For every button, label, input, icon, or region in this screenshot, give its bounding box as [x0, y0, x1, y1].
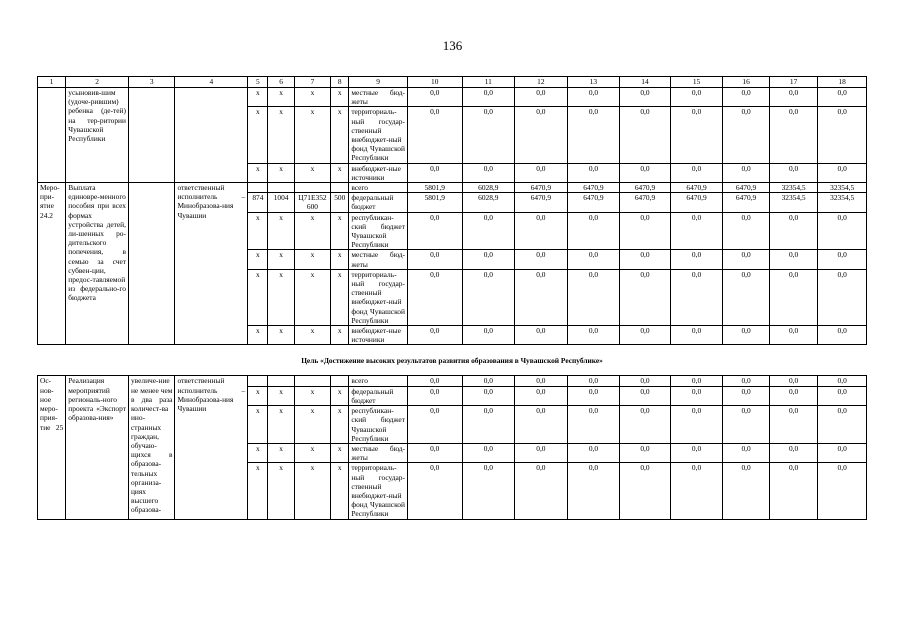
budget-code-cell: Ц71Е352 600: [294, 193, 330, 212]
amount-cell: 0,0: [818, 212, 867, 250]
column-header: 3: [128, 77, 175, 88]
budget-code-cell: x: [268, 443, 294, 462]
table-row: [38, 88, 867, 107]
funding-source-cell: федеральный бюджет: [349, 193, 408, 212]
amount-cell: 0,0: [407, 386, 462, 405]
funding-source-cell: внебюджет-ные источники: [349, 326, 408, 345]
budget-code-cell: [248, 183, 268, 193]
event-number-cell: Ос-нов-ное меро-прия-тие 25: [38, 376, 66, 519]
amount-cell: 0,0: [620, 443, 671, 462]
column-header: 7: [294, 77, 330, 88]
column-header: 16: [723, 77, 770, 88]
table-row: [38, 183, 867, 193]
amount-cell: 0,0: [515, 212, 568, 250]
column-header: 15: [670, 77, 723, 88]
amount-cell: 0,0: [670, 269, 723, 325]
amount-cell: 0,0: [670, 212, 723, 250]
budget-code-cell: x: [268, 107, 294, 163]
amount-cell: 0,0: [462, 326, 515, 345]
amount-cell: 0,0: [723, 463, 770, 519]
column-header: 4: [175, 77, 248, 88]
amount-cell: 0,0: [769, 463, 818, 519]
amount-cell: 0,0: [818, 269, 867, 325]
amount-cell: 6028,9: [462, 183, 515, 193]
amount-cell: 0,0: [462, 107, 515, 163]
budget-code-cell: 874: [248, 193, 268, 212]
event-name-cell: усыновив-шим (удоче-рившим) ребенка (де-тей) на тер-ритории Чувашской Республики: [66, 88, 129, 183]
amount-cell: 0,0: [567, 386, 620, 405]
funding-source-cell: всего: [349, 183, 408, 193]
amount-cell: 6470,9: [567, 183, 620, 193]
budget-code-cell: x: [248, 463, 268, 519]
column-header: 13: [567, 77, 620, 88]
amount-cell: 0,0: [723, 406, 770, 444]
amount-cell: 0,0: [407, 163, 462, 182]
budget-code-cell: x: [331, 326, 349, 345]
amount-cell: 0,0: [620, 269, 671, 325]
funding-source-cell: территориаль-ный государ-ственный внебюджет-ный фонд Чувашской Республики: [349, 107, 408, 163]
budget-code-cell: x: [248, 163, 268, 182]
amount-cell: 0,0: [723, 163, 770, 182]
funding-source-cell: федеральный бюджет: [349, 386, 408, 405]
budget-code-cell: x: [248, 212, 268, 250]
event-name-cell: Реализация мероприятий региональ-ного проекта «Экспорт образова-ния»: [66, 376, 129, 519]
amount-cell: 0,0: [515, 376, 568, 386]
amount-cell: 0,0: [670, 326, 723, 345]
amount-cell: 0,0: [515, 107, 568, 163]
executor-cell: ответственный исполнитель – Минобразова-ния Чувашии: [175, 183, 248, 345]
amount-cell: 0,0: [515, 326, 568, 345]
amount-cell: 0,0: [620, 88, 671, 107]
budget-code-cell: x: [331, 163, 349, 182]
funding-source-cell: местные бюд-жеты: [349, 88, 408, 107]
column-header: 11: [462, 77, 515, 88]
budget-code-cell: x: [331, 107, 349, 163]
column-header: 9: [349, 77, 408, 88]
amount-cell: 0,0: [462, 212, 515, 250]
amount-cell: 6470,9: [620, 193, 671, 212]
amount-cell: 5801,9: [407, 193, 462, 212]
budget-code-cell: x: [294, 212, 330, 250]
amount-cell: 0,0: [407, 443, 462, 462]
amount-cell: 0,0: [407, 463, 462, 519]
amount-cell: 0,0: [670, 88, 723, 107]
amount-cell: 0,0: [462, 386, 515, 405]
amount-cell: 0,0: [620, 406, 671, 444]
amount-cell: 0,0: [567, 107, 620, 163]
budget-code-cell: x: [248, 326, 268, 345]
budget-code-cell: x: [331, 212, 349, 250]
amount-cell: 0,0: [462, 443, 515, 462]
amount-cell: 0,0: [515, 463, 568, 519]
budget-code-cell: x: [294, 443, 330, 462]
funding-source-cell: республикан-ский бюджет Чувашской Республики: [349, 212, 408, 250]
amount-cell: 0,0: [818, 386, 867, 405]
funding-source-cell: территориаль-ный государ-ственный внебюджет-ный фонд Чувашской Республики: [349, 269, 408, 325]
column-header: 1: [38, 77, 66, 88]
amount-cell: 0,0: [818, 406, 867, 444]
amount-cell: 32354,5: [769, 193, 818, 212]
budget-code-cell: [331, 376, 349, 386]
amount-cell: 0,0: [670, 443, 723, 462]
budget-code-cell: x: [294, 107, 330, 163]
budget-code-cell: 1004: [268, 193, 294, 212]
amount-cell: 0,0: [407, 88, 462, 107]
event-number-cell: Меро-при-ятие 24.2: [38, 183, 66, 345]
funding-source-cell: местные бюд-жеты: [349, 250, 408, 269]
budget-code-cell: x: [268, 463, 294, 519]
funding-source-cell: местные бюд-жеты: [349, 443, 408, 462]
budget-code-cell: x: [268, 269, 294, 325]
event-number-cell: [38, 88, 66, 183]
budget-code-cell: x: [294, 88, 330, 107]
funding-source-cell: республикан-ский бюджет Чувашской Республики: [349, 406, 408, 444]
budget-code-cell: x: [294, 163, 330, 182]
budget-code-cell: x: [248, 386, 268, 405]
goal-row: [38, 345, 867, 376]
amount-cell: 0,0: [462, 376, 515, 386]
amount-cell: 0,0: [818, 88, 867, 107]
target-indicator-cell: увеличе-ние не менее чем в два раза количест-ва ино-странных граждан, обучаю-щихся в образова-тельных организа-циях высшего образова-: [128, 376, 175, 519]
column-header: 6: [268, 77, 294, 88]
amount-cell: 0,0: [769, 386, 818, 405]
amount-cell: 0,0: [769, 88, 818, 107]
budget-code-cell: [331, 183, 349, 193]
amount-cell: 6470,9: [670, 193, 723, 212]
budget-code-cell: x: [248, 269, 268, 325]
amount-cell: 0,0: [407, 269, 462, 325]
amount-cell: 0,0: [567, 163, 620, 182]
budget-code-cell: x: [331, 386, 349, 405]
amount-cell: 0,0: [818, 250, 867, 269]
amount-cell: 0,0: [670, 163, 723, 182]
amount-cell: 32354,5: [818, 193, 867, 212]
amount-cell: 0,0: [567, 212, 620, 250]
budget-code-cell: x: [331, 88, 349, 107]
amount-cell: 0,0: [723, 326, 770, 345]
amount-cell: 0,0: [769, 163, 818, 182]
budget-code-cell: x: [268, 212, 294, 250]
budget-code-cell: x: [248, 107, 268, 163]
budget-code-cell: x: [268, 163, 294, 182]
budget-code-cell: [294, 183, 330, 193]
amount-cell: 0,0: [723, 212, 770, 250]
amount-cell: 0,0: [407, 326, 462, 345]
amount-cell: 0,0: [567, 326, 620, 345]
amount-cell: 0,0: [620, 163, 671, 182]
amount-cell: 0,0: [818, 326, 867, 345]
amount-cell: 0,0: [462, 88, 515, 107]
budget-table: [37, 76, 867, 520]
amount-cell: 0,0: [723, 443, 770, 462]
amount-cell: 0,0: [769, 107, 818, 163]
column-header: 17: [769, 77, 818, 88]
column-header: 12: [515, 77, 568, 88]
amount-cell: 0,0: [723, 386, 770, 405]
amount-cell: 0,0: [462, 406, 515, 444]
amount-cell: 0,0: [620, 212, 671, 250]
amount-cell: 6470,9: [723, 193, 770, 212]
amount-cell: 32354,5: [769, 183, 818, 193]
amount-cell: 0,0: [462, 163, 515, 182]
amount-cell: 0,0: [462, 250, 515, 269]
budget-code-cell: [268, 183, 294, 193]
page-number: 136: [442, 38, 463, 53]
executor-cell: ответственный исполнитель – Минобразова-ния Чувашии: [175, 376, 248, 519]
amount-cell: 0,0: [462, 463, 515, 519]
amount-cell: 6470,9: [723, 183, 770, 193]
amount-cell: 6470,9: [670, 183, 723, 193]
amount-cell: 0,0: [818, 463, 867, 519]
amount-cell: 6028,9: [462, 193, 515, 212]
amount-cell: 0,0: [515, 163, 568, 182]
amount-cell: 0,0: [567, 269, 620, 325]
amount-cell: 0,0: [723, 107, 770, 163]
budget-code-cell: x: [248, 406, 268, 444]
budget-code-cell: x: [294, 250, 330, 269]
budget-code-cell: [248, 376, 268, 386]
event-name-cell: Выплата единовре-менного пособия при всех формах устройства детей, ли-шенных ро-дительского попечения, в семью за счет субвен-ции, предос-тавляемой из федерально-го бюджета: [66, 183, 129, 345]
column-header: 8: [331, 77, 349, 88]
amount-cell: 0,0: [567, 376, 620, 386]
amount-cell: 0,0: [515, 406, 568, 444]
target-indicator-cell: [128, 183, 175, 345]
budget-code-cell: 500: [331, 193, 349, 212]
amount-cell: 0,0: [818, 163, 867, 182]
budget-code-cell: x: [294, 269, 330, 325]
column-header: 14: [620, 77, 671, 88]
amount-cell: 0,0: [407, 406, 462, 444]
executor-cell: [175, 88, 248, 183]
amount-cell: 0,0: [670, 250, 723, 269]
amount-cell: 0,0: [620, 107, 671, 163]
amount-cell: 0,0: [462, 269, 515, 325]
amount-cell: 0,0: [515, 443, 568, 462]
amount-cell: 0,0: [818, 443, 867, 462]
budget-code-cell: x: [268, 250, 294, 269]
column-header: 18: [818, 77, 867, 88]
amount-cell: 0,0: [670, 107, 723, 163]
budget-code-cell: x: [294, 406, 330, 444]
budget-code-cell: x: [268, 88, 294, 107]
budget-code-cell: x: [331, 406, 349, 444]
amount-cell: 0,0: [670, 376, 723, 386]
goal-heading: Цель «Достижение высоких результатов развития образования в Чувашской Республике»: [38, 345, 867, 376]
amount-cell: 0,0: [769, 376, 818, 386]
amount-cell: 6470,9: [567, 193, 620, 212]
amount-cell: 0,0: [723, 250, 770, 269]
amount-cell: 0,0: [769, 326, 818, 345]
amount-cell: 0,0: [515, 386, 568, 405]
budget-code-cell: x: [294, 386, 330, 405]
amount-cell: 0,0: [407, 250, 462, 269]
amount-cell: 0,0: [723, 269, 770, 325]
amount-cell: 6470,9: [515, 193, 568, 212]
amount-cell: 32354,5: [818, 183, 867, 193]
amount-cell: 0,0: [818, 376, 867, 386]
amount-cell: 0,0: [567, 406, 620, 444]
amount-cell: 0,0: [407, 107, 462, 163]
column-header: 10: [407, 77, 462, 88]
amount-cell: 0,0: [723, 376, 770, 386]
amount-cell: 0,0: [769, 406, 818, 444]
amount-cell: 0,0: [769, 443, 818, 462]
budget-code-cell: [268, 376, 294, 386]
amount-cell: 0,0: [620, 386, 671, 405]
budget-code-cell: x: [331, 250, 349, 269]
amount-cell: 0,0: [620, 376, 671, 386]
amount-cell: 0,0: [567, 443, 620, 462]
column-header: 5: [248, 77, 268, 88]
amount-cell: 6470,9: [620, 183, 671, 193]
amount-cell: 6470,9: [515, 183, 568, 193]
amount-cell: 0,0: [670, 406, 723, 444]
amount-cell: 0,0: [567, 88, 620, 107]
amount-cell: 0,0: [515, 250, 568, 269]
amount-cell: 0,0: [769, 269, 818, 325]
budget-code-cell: x: [294, 326, 330, 345]
funding-source-cell: внебюджет-ные источники: [349, 163, 408, 182]
budget-code-cell: x: [331, 269, 349, 325]
amount-cell: 0,0: [620, 326, 671, 345]
amount-cell: 0,0: [723, 88, 770, 107]
amount-cell: 0,0: [515, 88, 568, 107]
amount-cell: 0,0: [567, 250, 620, 269]
budget-code-cell: x: [248, 250, 268, 269]
column-header: 2: [66, 77, 129, 88]
budget-code-cell: [294, 376, 330, 386]
amount-cell: 0,0: [567, 463, 620, 519]
amount-cell: 0,0: [407, 212, 462, 250]
target-indicator-cell: [128, 88, 175, 183]
budget-code-cell: x: [268, 386, 294, 405]
amount-cell: 0,0: [407, 376, 462, 386]
table-row: [38, 376, 867, 386]
amount-cell: 0,0: [515, 269, 568, 325]
budget-code-cell: x: [294, 463, 330, 519]
amount-cell: 0,0: [670, 463, 723, 519]
budget-code-cell: x: [248, 443, 268, 462]
funding-source-cell: всего: [349, 376, 408, 386]
budget-code-cell: x: [331, 443, 349, 462]
amount-cell: 0,0: [670, 386, 723, 405]
budget-code-cell: x: [268, 406, 294, 444]
budget-code-cell: x: [331, 463, 349, 519]
amount-cell: 0,0: [769, 212, 818, 250]
amount-cell: 5801,9: [407, 183, 462, 193]
header-row: [38, 77, 867, 88]
funding-source-cell: территориаль-ный государ-ственный внебюджет-ный фонд Чувашской Республики: [349, 463, 408, 519]
amount-cell: 0,0: [818, 107, 867, 163]
budget-code-cell: x: [268, 326, 294, 345]
amount-cell: 0,0: [620, 463, 671, 519]
budget-code-cell: x: [248, 88, 268, 107]
amount-cell: 0,0: [769, 250, 818, 269]
amount-cell: 0,0: [620, 250, 671, 269]
